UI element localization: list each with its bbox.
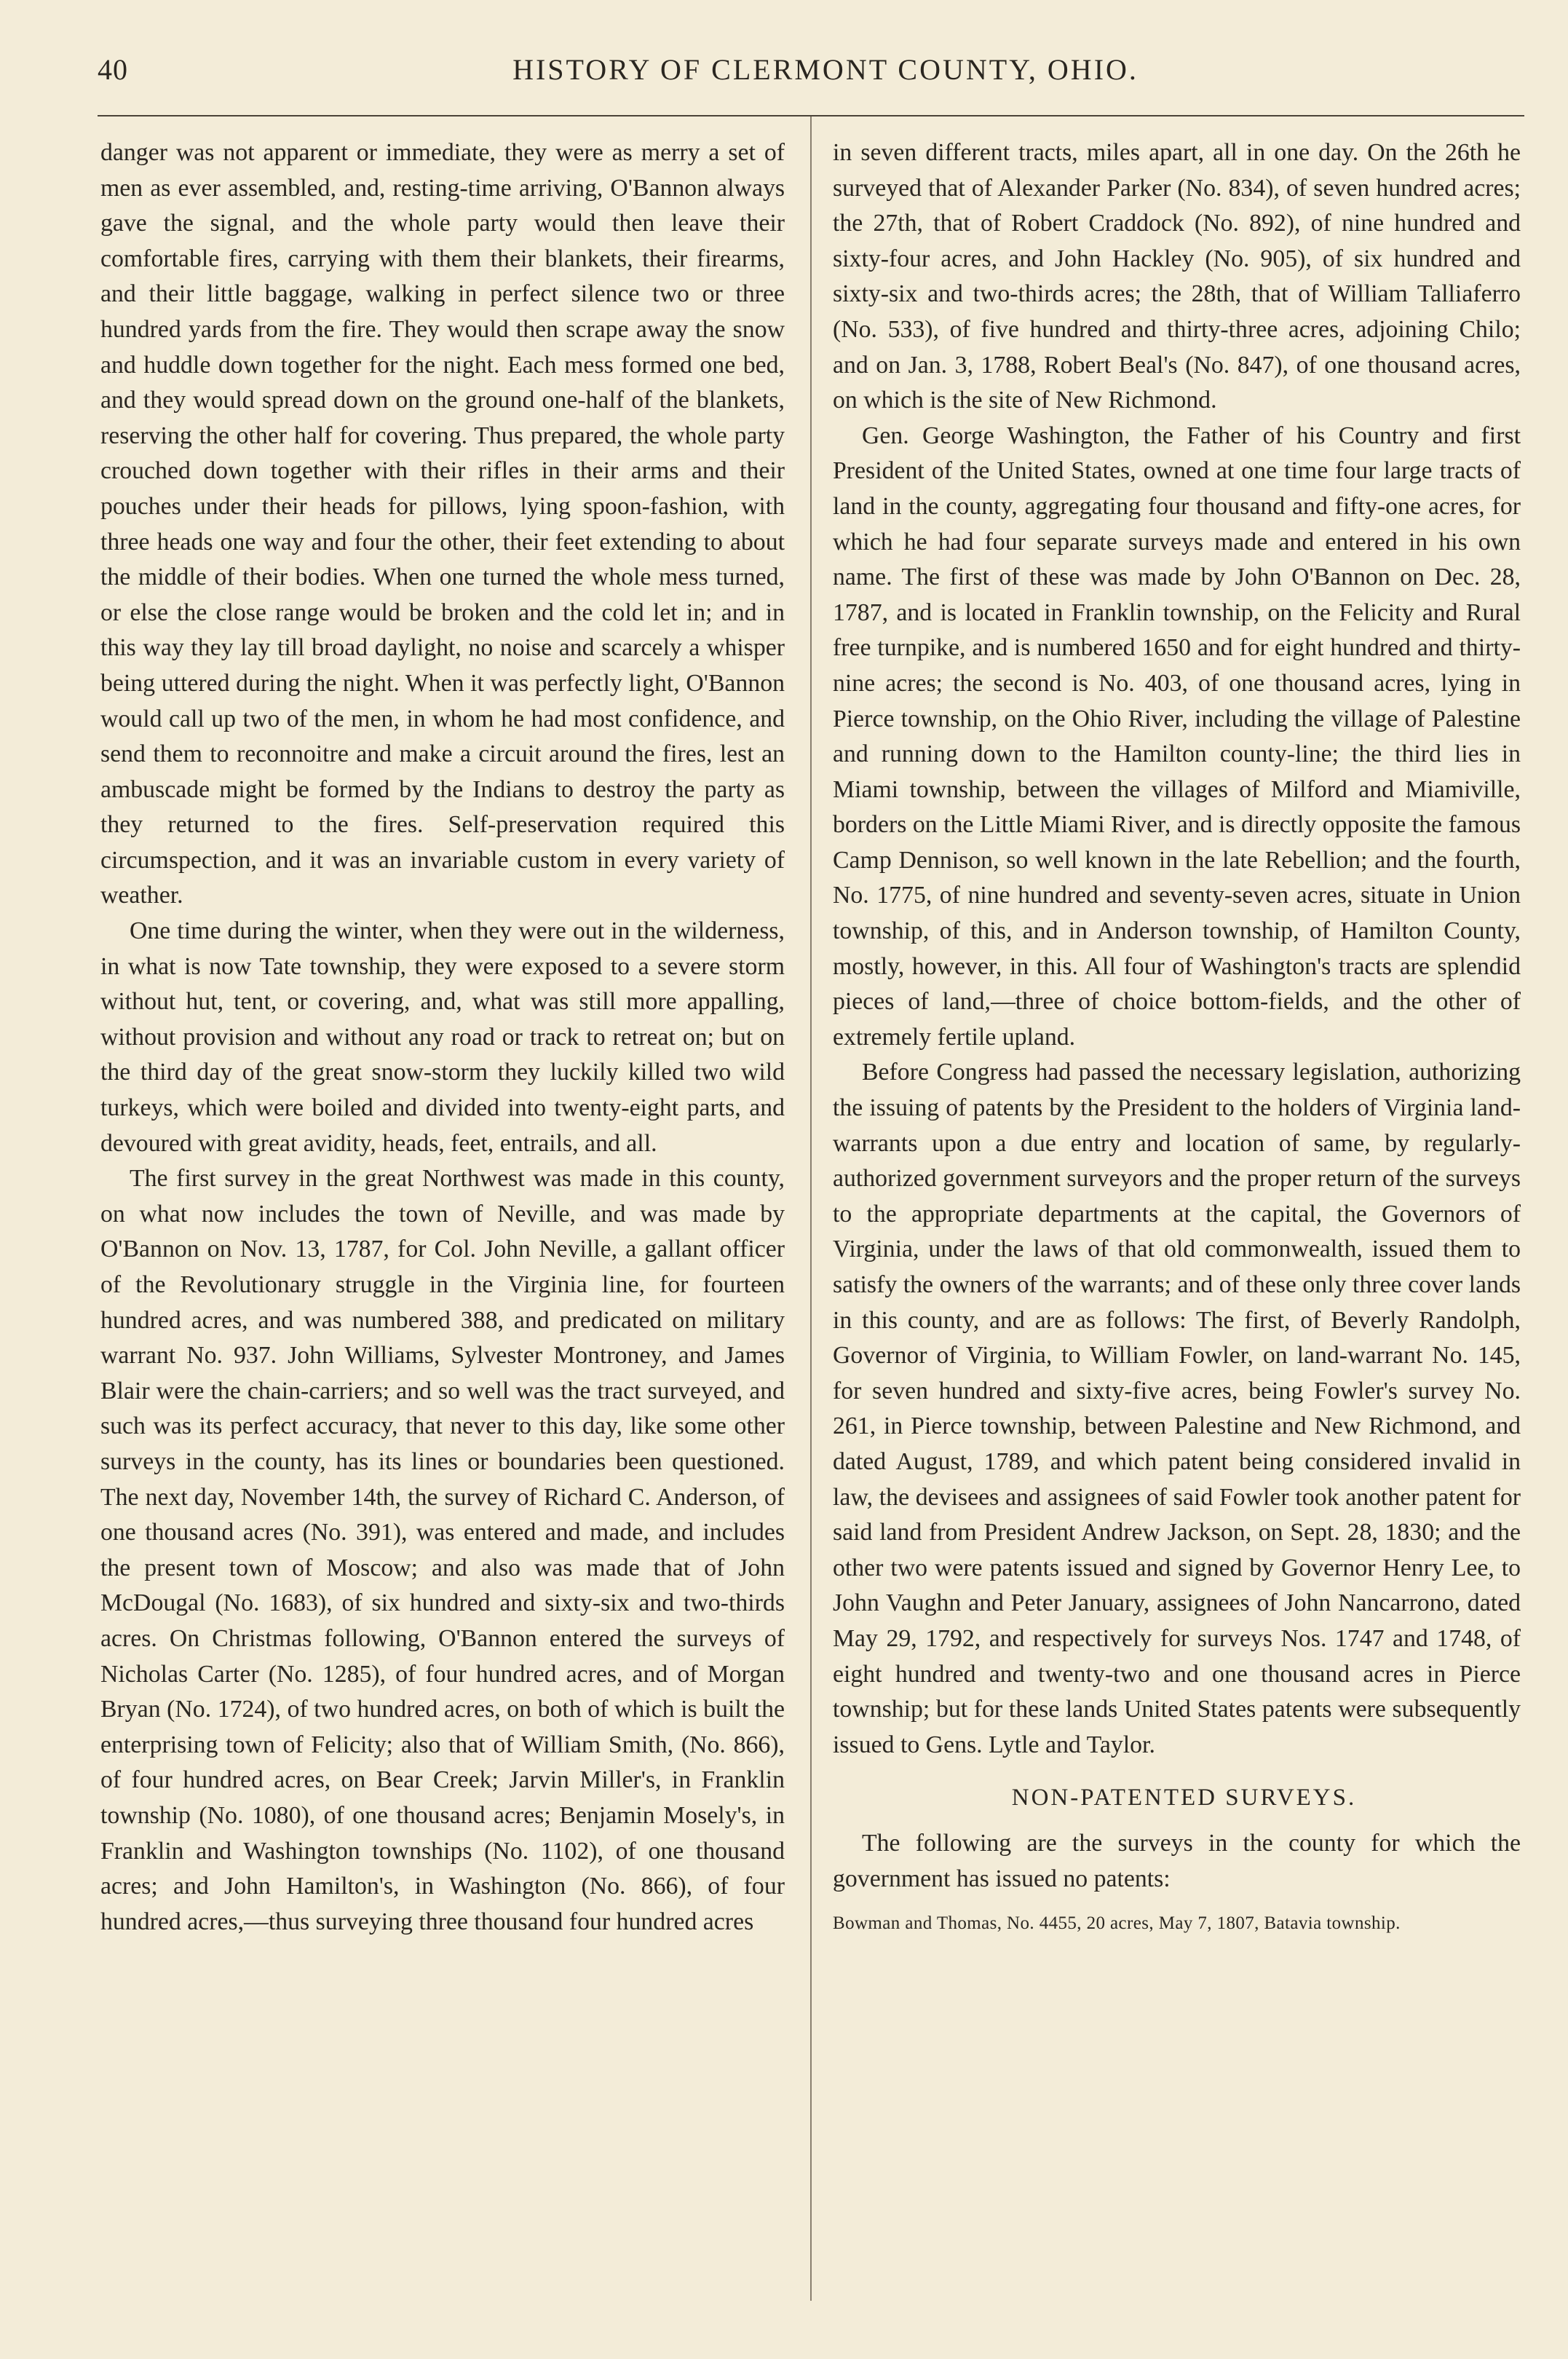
section-heading: NON-PATENTED SURVEYS. (1011, 1785, 1357, 1811)
paragraph: Gen. George Washington, the Father of his Country and first President of the United States, owned at one time four large tracts of land in the county, aggregating four thousand and fifty-one acres, for which he had four separate surveys made and entered in his own name. The first of these was made by John O'Bannon on Dec. 28, 1787, and is located in Franklin township, on the Felicity and Rural free turnpike, and is numbered 1650 and for eight hundred and thirty-nine acres; the second is No. 403, of one thousand acres, lying in Pierce township, on the Ohio River, including the village of Palestine and running down to the Hamilton county-line; the third lies in Miami township, between the villages of Milford and Miamiville, borders on the Little Miami River, and is directly opposite the famous Camp Dennison, so well known in the late Rebellion; and the fourth, No. 1775, of nine hundred and seventy-seven acres, situate in Union township, of this, and in Anderson township, of Hamilton County, mostly, however, in this. All four of Washington's tracts are splendid pieces of land,—three of choice bottom-fields, and the other of extremely fertile upland. (833, 422, 1521, 1051)
paragraph: The first survey in the great Northwest was made in this county, on what now includes the town of Neville, and was made by O'Bannon on Nov. 13, 1787, for Col. John Neville, a gallant officer of the Revolutionary struggle in the Virginia line, for fourteen hundred acres, and was numbered 388, and predicated on military warrant No. 937. John Williams, Sylvester Montroney, and James Blair were the chain-carriers; and so well was the tract surveyed, and such was its perfect accuracy, that never to this day, like some other surveys in the county, has its lines or boundaries been questioned. The next day, November 14th, the survey of Richard C. Anderson, of one thousand acres (No. 391), was entered and made, and includes the present town of Moscow; and also was made that of John McDougal (No. 1683), of six hundred and sixty-six and two-thirds acres. On Christmas following, O'Bannon entered the surveys of Nicholas Carter (No. 1285), of four hundred acres, and of Morgan Bryan (No. 1724), of two hundred acres, on both of which is built the enterprising town of Felicity; also that of William Smith, (No. 866), of four hundred acres, on Bear Creek; Jarvin Miller's, in Franklin township (No. 1080), of one thousand acres; Benjamin Mosely's, in Franklin and Washington townships (No. 1102), of one thousand acres; and John Hamilton's, in Washington (No. 866), of four hundred acres,—thus surveying three thousand four hundred acres (100, 1165, 785, 1935)
right-column (833, 135, 1521, 1937)
survey-entry: Bowman and Thomas, No. 4455, 20 acres, May 7, 1807, Batavia township. (833, 1913, 1401, 1934)
paragraph: danger was not apparent or immediate, they were as merry a set of men as ever assembled, and, resting-time arriving, O'Bannon always gave the signal, and the whole party would then leave their comfortable fires, carrying with them their blankets, their firearms, and their little baggage, walking in perfect silence two or three hundred yards from the fire. They would then scrape away the snow and huddle down together for the night. Each mess formed one bed, and they would spread down on the ground one-half of the blankets, reserving the other half for covering. Thus prepared, the whole party crouched down together with their rifles in their arms and their pouches under their heads for pillows, lying spoon-fashion, with three heads one way and four the other, their feet extending to about the middle of their bodies. When one turned the whole mess turned, or else the close range would be broken and the cold let in; and in this way they lay till broad daylight, no noise and scarcely a whisper being uttered during the night. When it was perfectly light, O'Bannon would call up two of the men, in whom he had most confidence, and send them to reconnoitre and make a circuit around the fires, lest an ambuscade might be formed by the Indians to destroy the party as they returned to the fires. Self-preservation required this circumspection, and it was an invariable custom in every variety of weather. (100, 139, 785, 909)
page-number: 40 (98, 53, 128, 86)
paragraph: in seven different tracts, miles apart, all in one day. On the 26th he surveyed that of Alexander Parker (No. 834), of seven hundred acres; the 27th, that of Robert Craddock (No. 892), of nine hundred and sixty-four acres, and John Hackley (No. 905), of six hundred and sixty-six and two-thirds acres; the 28th, that of William Talliaferro (No. 533), of five hundred and thirty-three acres, adjoining Chilo; and on Jan. 3, 1788, Robert Beal's (No. 847), of one thousand acres, on which is the site of New Richmond. (833, 139, 1521, 414)
left-column (100, 135, 785, 1940)
page-header (98, 52, 1524, 96)
section-intro: The following are the surveys in the county for which the government has issued no patents: (833, 1829, 1521, 1892)
running-title: HISTORY OF CLERMONT COUNTY, OHIO. (512, 53, 1139, 86)
paragraph: Before Congress had passed the necessary legislation, authorizing the issuing of patents by the President to the holders of Virginia land-warrants upon a due entry and location of same, by regularly-authorized government surveyors and the proper return of the surveys to the appropriate departments at the capital, the Governors of Virginia, under the laws of that old commonwealth, issued them to satisfy the owners of the warrants; and of these only three cover lands in this county, and are as follows: The first, of Beverly Randolph, Governor of Virginia, to William Fowler, on land-warrant No. 145, for seven hundred and sixty-five acres, being Fowler's survey No. 261, in Pierce township, between Palestine and New Richmond, and dated August, 1789, and which patent being considered invalid in law, the devisees and assignees of said Fowler took another patent for said land from President Andrew Jackson, on Sept. 28, 1830; and the other two were patents issued and signed by Governor Henry Lee, to John Vaughn and Peter January, assignees of John Nancarrono, dated May 29, 1792, and respectively for surveys Nos. 1747 and 1748, of eight hundred and twenty-two and one thousand acres in Pierce township; but for these lands United States patents were subsequently issued to Gens. Lytle and Taylor. (833, 1059, 1521, 1758)
column-divider (810, 116, 812, 2301)
paragraph: One time during the winter, when they were out in the wilderness, in what is now Tate township, they were exposed to a severe storm without hut, tent, or covering, and, what was still more appalling, without provision and without any road or track to retreat on; but on the third day of the great snow-storm they luckily killed two wild turkeys, which were boiled and divided into twenty-eight parts, and devoured with great avidity, heads, feet, entrails, and all. (100, 917, 785, 1157)
